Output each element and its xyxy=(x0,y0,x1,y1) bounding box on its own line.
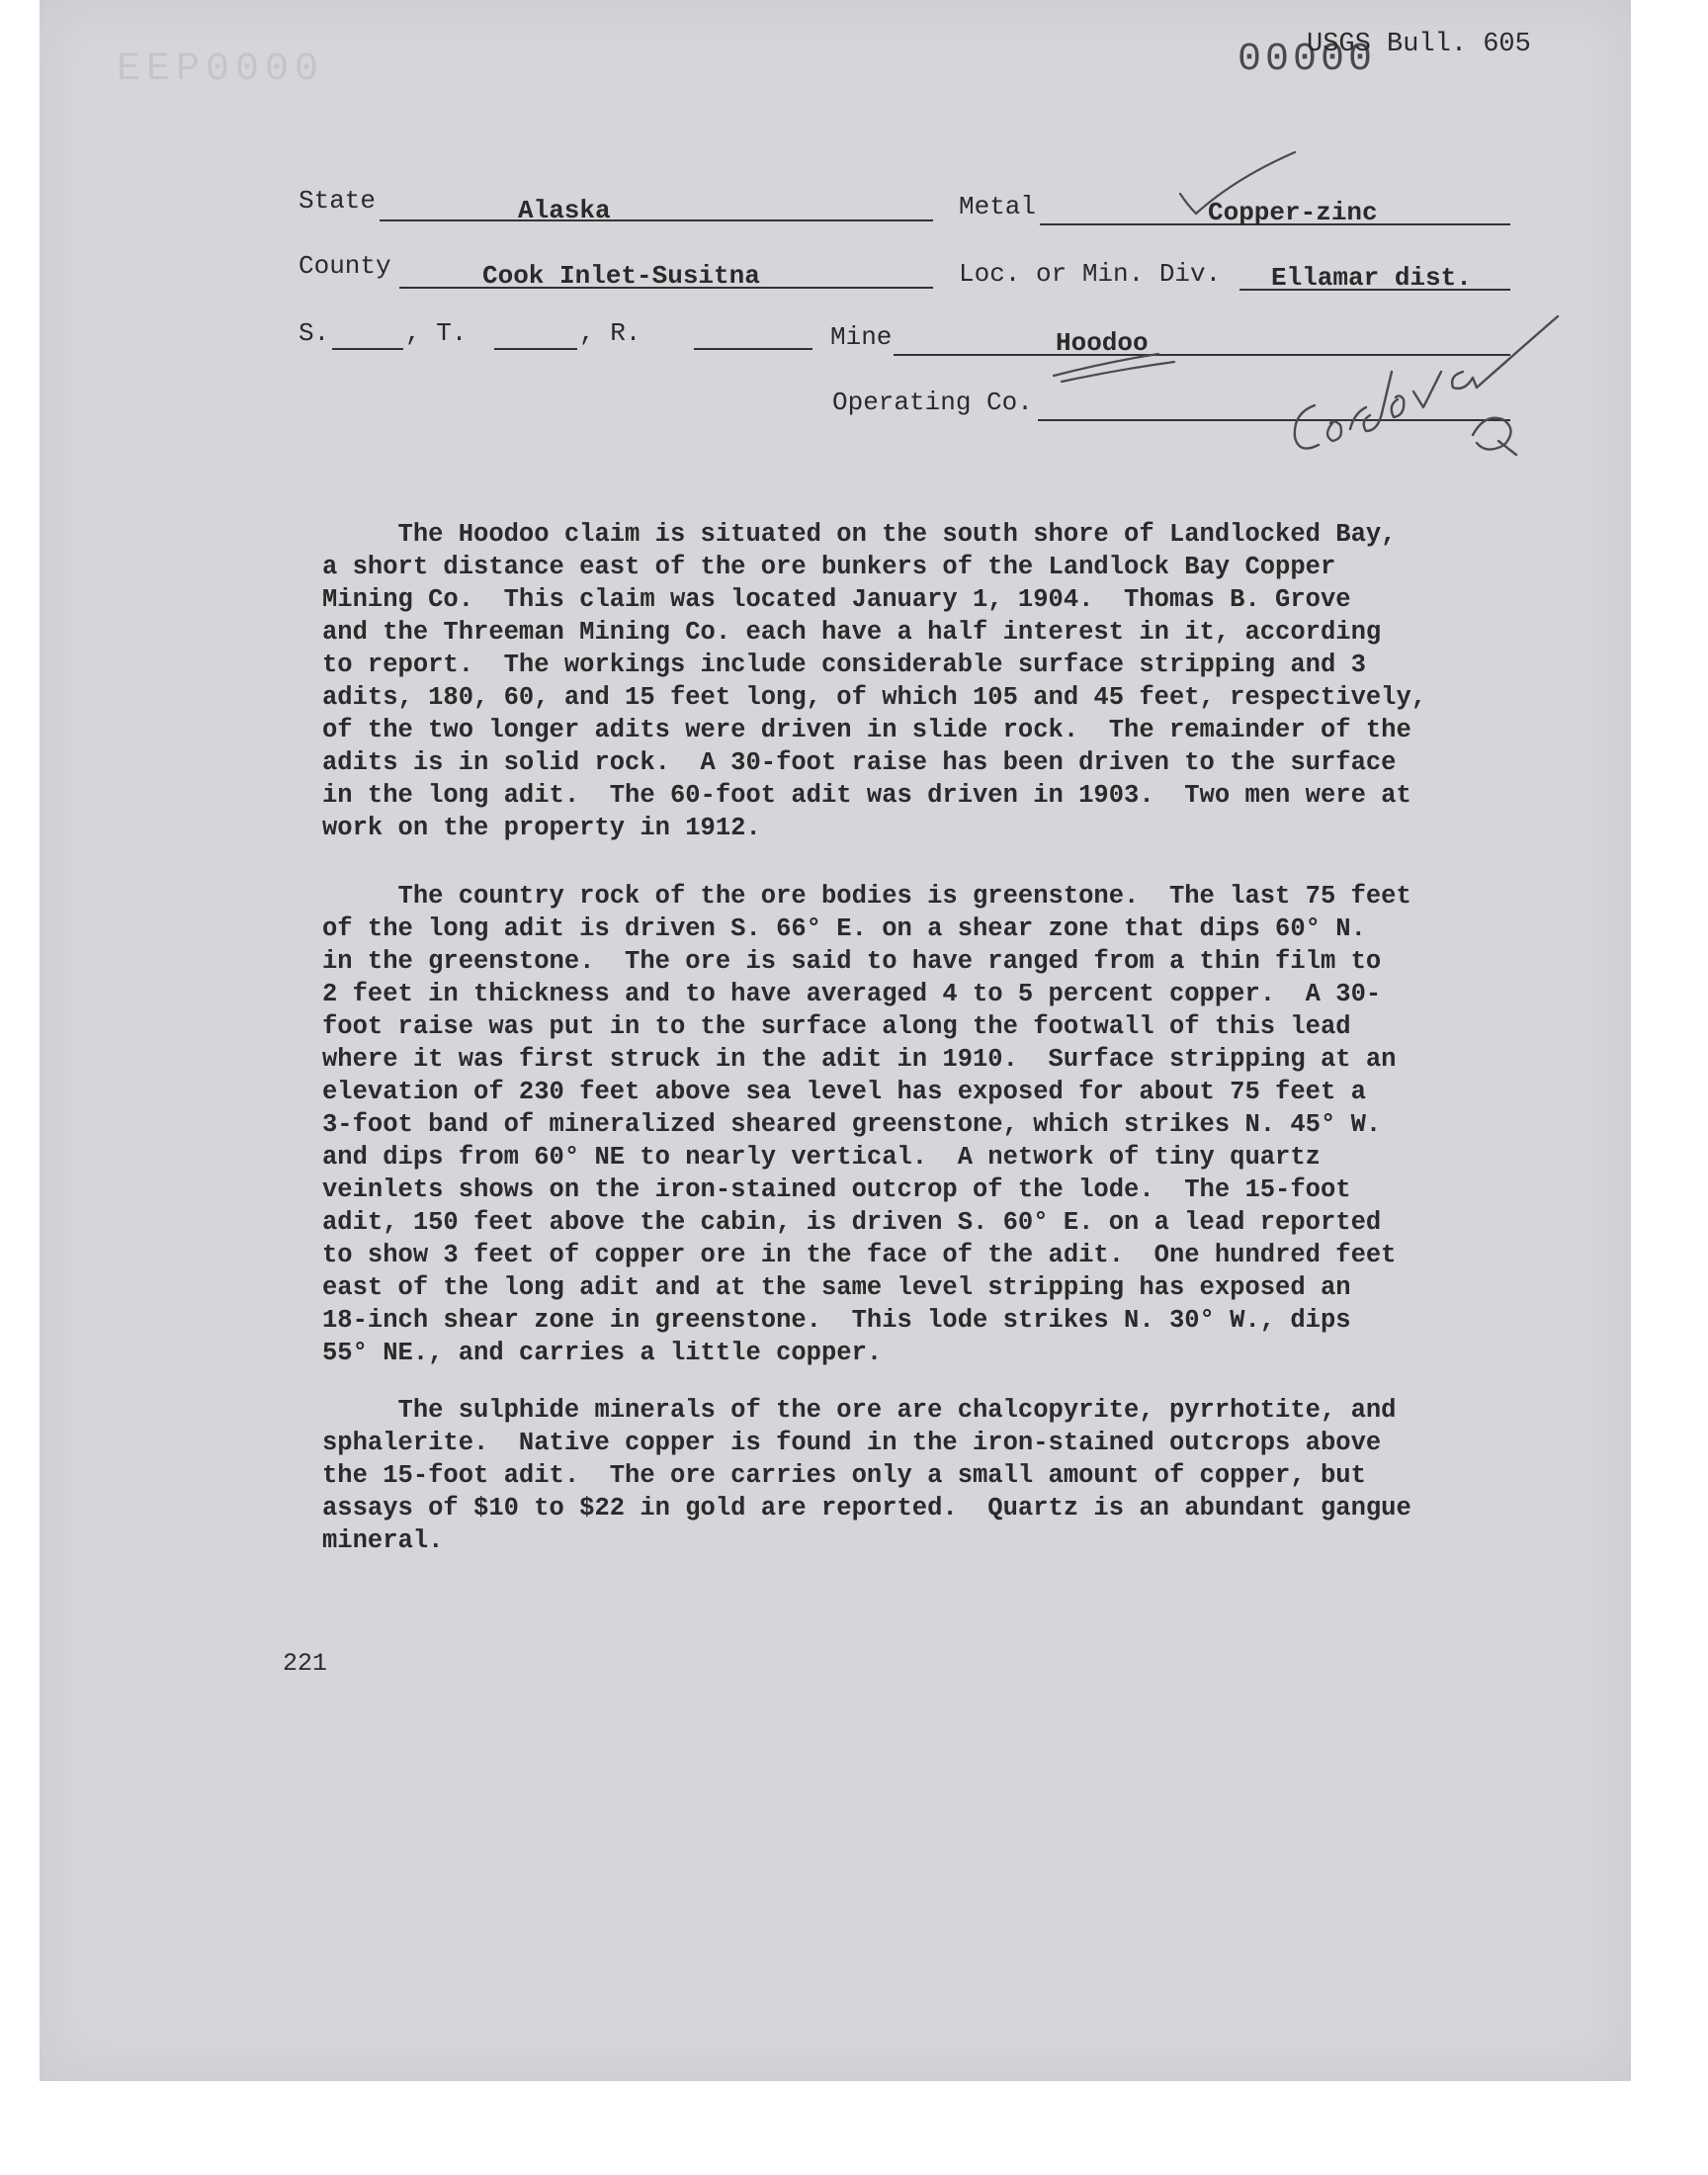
operating-company-label: Operating Co. xyxy=(832,388,1033,417)
paragraph-location: The Hoodoo claim is situated on the south shore of Landlocked Bay, a short distance east of the ore bunkers of the Landlock Bay Copper Mining Co. This claim was located January 1, 1904. Thomas B. Grove and the Threeman Mining Co. each have a half interest in it, according to report. The workings include considerable surface stripping and 3 adits, 180, 60, and 15 feet long, of which 105 and 45 feet, respectively, of the two longer adits were driven in slide rock. The remainder of the adits is in solid rock. A 30-foot raise has been driven to the surface in the long adit. The 60-foot adit was driven in 1903. Two men were at work on the property in 1912. xyxy=(322,520,1427,842)
annotation-text: Cordova Q xyxy=(1275,297,1280,298)
township-label: , T. xyxy=(405,318,468,348)
loc-label: Loc. or Min. Div. xyxy=(959,259,1222,289)
township-line xyxy=(494,348,577,350)
check-mark-icon xyxy=(1166,148,1305,227)
state-value: Alaska xyxy=(518,196,611,225)
section-line xyxy=(332,348,403,350)
metal-value: Copper-zinc xyxy=(1208,198,1378,227)
metal-label: Metal xyxy=(959,192,1037,221)
range-label: , R. xyxy=(579,318,641,348)
handwritten-annotation-icon xyxy=(1275,297,1572,475)
paragraph-geology: The country rock of the ore bodies is greenstone. The last 75 feet of the long adit is driven S. 66° E. on a shear zone that dips 60° N. in the greenstone. The ore is said to have ranged from a thin film to 2 feet in thickness and to have averaged 4 to 5 percent copper. A 30- foot raise was put in to the surface along the footwall of this lead where it was first struck in the adit in 1910. Surface stripping at an elevation of 230 feet above sea level has exposed for about 75 feet a 3-foot band of mineralized sheared greenstone, which strikes N. 45° W. and dips from 60° NE to nearly vertical. A network of tiny quartz veinlets shows on the iron-stained outcrop of the lode. The 15-foot adit, 150 feet above the cabin, is driven S. 60° E. on a lead reported to show 3 feet of copper ore in the face of the adit. One hundred feet east of the long adit and at the same level stripping has exposed an 18-inch shear zone in greenstone. This lode strikes N. 30° W., dips 55° NE., and carries a little copper. xyxy=(322,882,1411,1367)
loc-value: Ellamar dist. xyxy=(1271,263,1472,293)
mine-value: Hoodoo xyxy=(1056,328,1149,358)
mine-label: Mine xyxy=(830,322,893,352)
stamp-number: 00000 xyxy=(1238,38,1377,82)
section-label: S. xyxy=(299,318,330,348)
document-sheet xyxy=(40,0,1631,2081)
state-line xyxy=(380,219,933,221)
state-label: State xyxy=(299,186,377,216)
page-number: 221 xyxy=(283,1649,328,1678)
reference-citation: USGS Bull. 605 xyxy=(1307,30,1531,59)
paragraph-minerals: The sulphide minerals of the ore are chalcopyrite, pyrrhotite, and sphalerite. Native copper is found in the iron-stained outcrops above the 15-foot adit. The ore carries only a small amount of copper, but assays of $10 to $22 in gold are reported. Quartz is an abundant gangue mineral. xyxy=(322,1396,1411,1555)
faint-stamp-number: EEP0000 xyxy=(117,47,325,92)
range-line xyxy=(694,348,812,350)
county-value: Cook Inlet-Susitna xyxy=(482,261,760,291)
county-label: County xyxy=(299,251,391,281)
dash-mark-icon xyxy=(1048,348,1186,388)
